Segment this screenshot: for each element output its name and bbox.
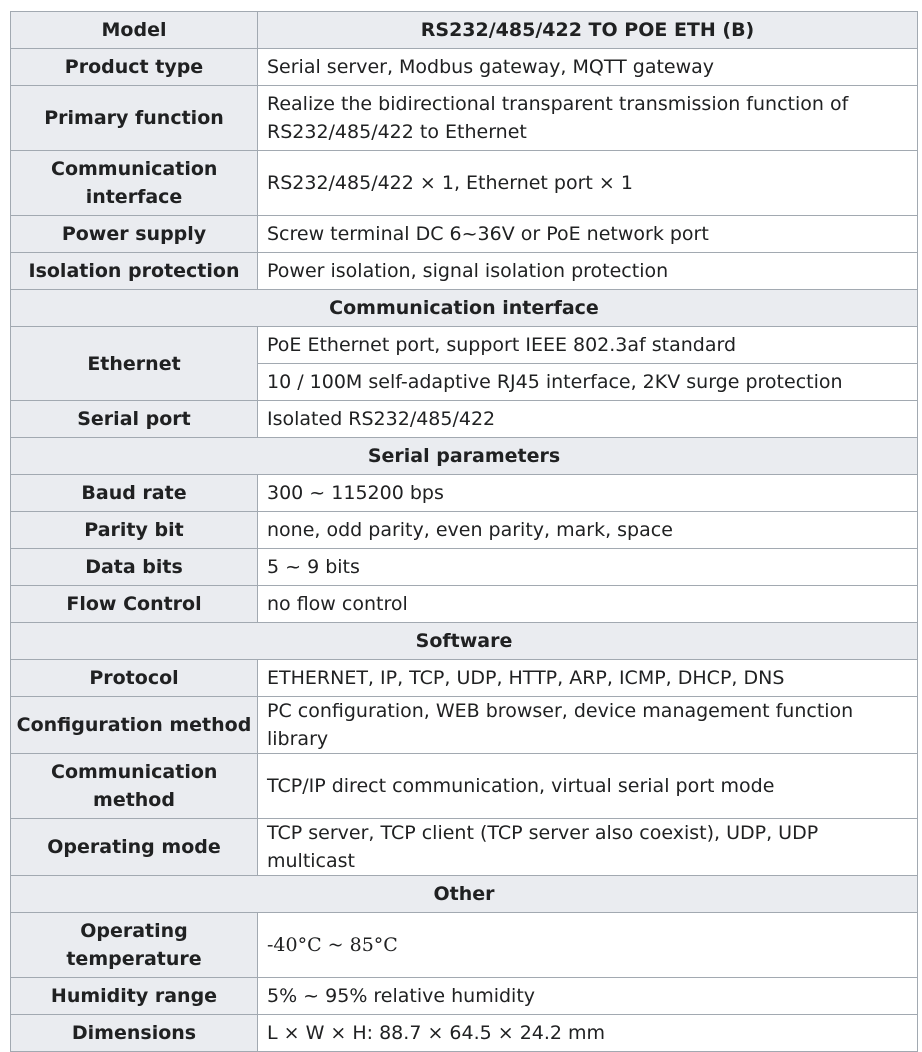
table-row — [11, 253, 918, 290]
row-value: 300 ~ 115200 bps — [258, 475, 918, 512]
section-title: Communication interface — [11, 290, 918, 327]
row-label: Data bits — [11, 549, 258, 586]
table-row — [11, 697, 918, 754]
row-value: Screw terminal DC 6~36V or PoE network port — [258, 216, 918, 253]
row-label: Isolation protection — [11, 253, 258, 290]
spec-table — [10, 11, 918, 1052]
row-value: ETHERNET, IP, TCP, UDP, HTTP, ARP, ICMP, DHCP, DNS — [258, 660, 918, 697]
row-value: TCP/IP direct communication, virtual serial port mode — [258, 754, 918, 819]
row-label: Flow Control — [11, 586, 258, 623]
model-label: Model — [11, 12, 258, 49]
row-value: 10 / 100M self-adaptive RJ45 interface, 2KV surge protection — [258, 364, 918, 401]
table-row — [11, 86, 918, 151]
row-value: no flow control — [258, 586, 918, 623]
row-label: Operating temperature — [11, 913, 258, 978]
row-label: Operating mode — [11, 819, 258, 876]
row-label: Serial port — [11, 401, 258, 438]
row-value: 5 ~ 9 bits — [258, 549, 918, 586]
row-value: TCP server, TCP client (TCP server also coexist), UDP, UDP multicast — [258, 819, 918, 876]
table-row — [11, 327, 918, 364]
section-header-other — [11, 876, 918, 913]
row-label: Communication interface — [11, 151, 258, 216]
row-label: Parity bit — [11, 512, 258, 549]
section-title: Serial parameters — [11, 438, 918, 475]
table-row — [11, 586, 918, 623]
table-row — [11, 512, 918, 549]
section-title: Other — [11, 876, 918, 913]
section-title: Software — [11, 623, 918, 660]
row-value: Power isolation, signal isolation protection — [258, 253, 918, 290]
section-header-communication — [11, 290, 918, 327]
row-value: none, odd parity, even parity, mark, space — [258, 512, 918, 549]
row-label: Dimensions — [11, 1015, 258, 1052]
table-row — [11, 660, 918, 697]
table-row — [11, 754, 918, 819]
table-row — [11, 151, 918, 216]
table-row — [11, 401, 918, 438]
table-row — [11, 913, 918, 978]
row-label: Product type — [11, 49, 258, 86]
row-value: -40°C ~ 85°C — [258, 913, 918, 978]
model-value: RS232/485/422 TO POE ETH (B) — [258, 12, 918, 49]
table-row-model — [11, 12, 918, 49]
row-value: Serial server, Modbus gateway, MQTT gateway — [258, 49, 918, 86]
row-label: Power supply — [11, 216, 258, 253]
table-row — [11, 216, 918, 253]
table-row — [11, 978, 918, 1015]
row-value: Isolated RS232/485/422 — [258, 401, 918, 438]
table-row — [11, 49, 918, 86]
row-label: Baud rate — [11, 475, 258, 512]
table-row — [11, 819, 918, 876]
row-value: RS232/485/422 × 1, Ethernet port × 1 — [258, 151, 918, 216]
row-value: PoE Ethernet port, support IEEE 802.3af standard — [258, 327, 918, 364]
row-label: Protocol — [11, 660, 258, 697]
section-header-serial — [11, 438, 918, 475]
row-value: Realize the bidirectional transparent transmission function of RS232/485/422 to Ethernet — [258, 86, 918, 151]
table-row — [11, 1015, 918, 1052]
table-row — [11, 475, 918, 512]
row-label: Ethernet — [11, 327, 258, 401]
row-label: Configuration method — [11, 697, 258, 754]
row-label: Humidity range — [11, 978, 258, 1015]
row-value: L × W × H: 88.7 × 64.5 × 24.2 mm — [258, 1015, 918, 1052]
row-label: Primary function — [11, 86, 258, 151]
section-header-software — [11, 623, 918, 660]
row-value: 5% ~ 95% relative humidity — [258, 978, 918, 1015]
row-value: PC configuration, WEB browser, device management function library — [258, 697, 918, 754]
table-row — [11, 549, 918, 586]
row-label: Communication method — [11, 754, 258, 819]
